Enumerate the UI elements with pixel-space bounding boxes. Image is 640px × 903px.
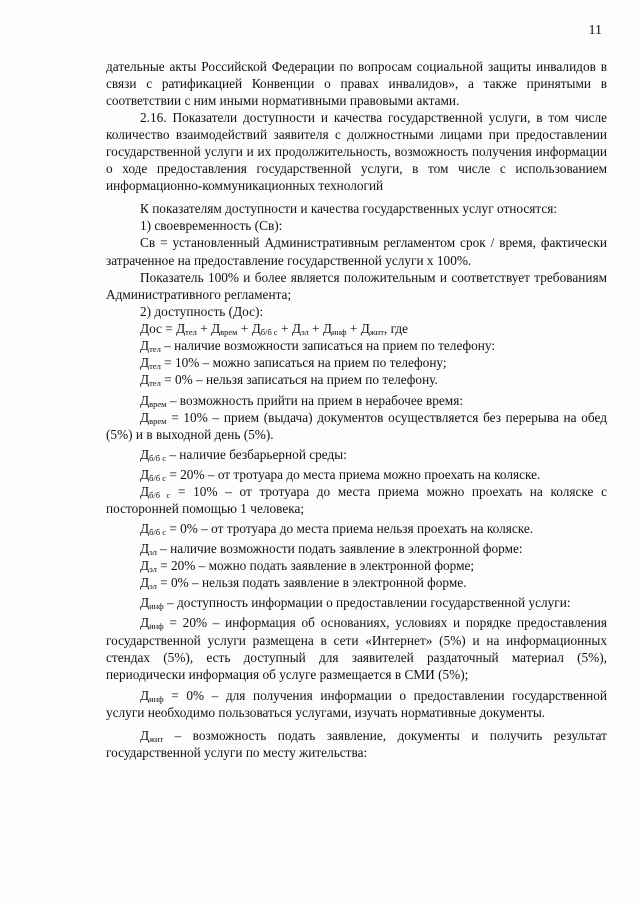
indicator-subscript: б/б с [149, 490, 171, 501]
indicator-subscript: эл [149, 581, 157, 592]
formula-plus-1: + [196, 320, 212, 336]
indicator-letter: Д [140, 541, 150, 557]
paragraph-continuation: дательные акты Российской Федерации по вопросам социальной защиты инвалидов в связи с ратификацией Конвенции о правах инвалидов», а также принятыми в соответствии с ним иными нормативными правовыми актами. [106, 59, 607, 109]
indicator-text: = 20% – от тротуара до места приема можно проехать на коляске. [166, 467, 541, 483]
indicator-subscript: тел [149, 343, 161, 354]
paragraph-timeliness-note: Показатель 100% и более является положительным и соответствует требованиям Административного регламента; [106, 269, 607, 302]
indicator-text: – доступность информации о предоставлении государственной услуги: [163, 595, 571, 611]
indicator-text: = 0% – нельзя подать заявление в электронной форме. [156, 575, 467, 591]
document-body [106, 58, 607, 761]
page-number: 11 [588, 23, 602, 38]
formula-letter-2: Д [211, 320, 221, 336]
formula-tail: , где [383, 320, 409, 336]
indicator-item [106, 337, 607, 354]
indicator-letter: Д [140, 521, 150, 537]
paragraph-accessibility: 2) доступность (Дос): [140, 303, 264, 319]
accessibility-formula [106, 320, 607, 337]
indicator-text: – наличие возможности подать заявление в электронной форме: [156, 541, 523, 557]
indicator-subscript: инф [149, 693, 164, 704]
indicator-letter: Д [140, 392, 150, 408]
indicator-text: – наличие возможности записаться на прием по телефону: [160, 337, 496, 353]
indicator-text: = 0% – для получения информации о предоставлении государственной услуги необходимо пользоваться услугами, изучать нормативные документы. [106, 687, 607, 720]
indicator-subscript: инф [149, 621, 164, 632]
indicator-text: = 10% – прием (выдача) документов осуществляется без перерыва на обед (5%) и в выходной день (5%). [106, 409, 607, 442]
formula-letter-6: Д [360, 320, 370, 336]
indicator-letter: Д [140, 337, 150, 353]
formula-plus-2: + [237, 320, 252, 336]
paragraph-section-heading: 2.16. Показатели доступности и качества государственной услуги, в том числе количество взаимодействий заявителя с должностными лицами при предоставлении государственной услуги и их продолжительность, возможность получения информации о ходе предоставления государственной услуги, в том числе с использованием информационно-коммуникационных технологий [106, 110, 607, 194]
indicator-letter: Д [140, 558, 150, 574]
formula-sub-6: жит [369, 326, 384, 337]
indicator-text: – наличие безбарьерной среды: [166, 447, 347, 463]
indicator-subscript: эл [149, 547, 157, 558]
indicator-subscript: б/б с [149, 527, 166, 538]
indicator-text: – возможность прийти на прием в нерабочее время: [166, 392, 464, 408]
indicator-item [106, 409, 607, 443]
paragraph-timeliness-formula: Св = установленный Административным регламентом срок / время, фактически затраченное на предоставление государственной услуги х 100%. [106, 235, 607, 268]
formula-sub-5: инф [331, 326, 347, 337]
paragraph-indicators-intro: К показателям доступности и качества государственных услуг относятся: [140, 201, 558, 217]
indicator-text: = 20% – информация об основаниях, условиях и порядке предоставления государственной услуги размещена в сети «Интернет» (5%) и на информационных стендах (5%), есть доступный для заявителей раздаточный материал (5%), периодически информация об услуге размещается в СМИ (5%); [106, 615, 607, 682]
indicator-letter: Д [140, 484, 150, 500]
indicator-text: = 0% – от тротуара до места приема нельзя проехать на коляске. [166, 521, 534, 537]
indicator-item [106, 392, 607, 409]
indicator-text: – возможность подать заявление, документы и получить результат государственной услуги по месту жительства: [106, 727, 607, 760]
indicator-subscript: б/б с [149, 453, 166, 464]
indicator-subscript: инф [149, 601, 164, 612]
indicator-item [106, 574, 607, 591]
indicator-subscript: тел [149, 360, 161, 371]
indicator-item [106, 483, 607, 517]
indicator-subscript: жит [149, 733, 164, 744]
indicator-letter: Д [140, 409, 150, 425]
indicator-letter: Д [140, 371, 150, 387]
indicator-letter: Д [140, 595, 150, 611]
indicator-text: = 20% – можно подать заявление в электронной форме; [156, 558, 475, 574]
formula-lhs: Дос = Д [140, 320, 186, 336]
indicator-item [106, 727, 607, 761]
indicator-item [106, 557, 607, 574]
paragraph-timeliness: 1) своевременность (Св): [140, 218, 283, 234]
formula-sub-3: б/б с [260, 326, 278, 337]
indicator-letter: Д [140, 467, 150, 483]
indicator-letter: Д [140, 447, 150, 463]
indicator-subscript: врем [149, 398, 167, 409]
indicator-item [106, 614, 607, 682]
indicator-subscript: тел [149, 377, 161, 388]
indicator-text: = 0% – нельзя записаться на прием по телефону. [160, 371, 438, 387]
formula-sub-1: тел [185, 326, 197, 337]
indicator-item [106, 520, 607, 537]
formula-sub-2: врем [220, 326, 238, 337]
formula-plus-4: + [308, 320, 323, 336]
indicator-text: = 10% – можно записаться на прием по телефону; [160, 354, 447, 370]
indicator-letter: Д [140, 575, 150, 591]
formula-sub-4: эл [300, 326, 309, 337]
indicator-item [106, 466, 607, 483]
formula-plus-3: + [277, 320, 292, 336]
formula-plus-5: + [346, 320, 361, 336]
formula-letter-4: Д [291, 320, 301, 336]
indicator-item [106, 687, 607, 721]
formula-letter-3: Д [251, 320, 261, 336]
indicator-item [106, 354, 607, 371]
indicator-letter: Д [140, 615, 150, 631]
indicator-item [106, 594, 607, 611]
indicator-subscript: б/б с [149, 473, 166, 484]
indicator-letter: Д [140, 727, 150, 743]
indicator-text: = 10% – от тротуара до места приема можно проехать на коляске с посторонней помощью 1 человека; [106, 484, 607, 517]
indicator-letter: Д [140, 687, 150, 703]
formula-letter-5: Д [322, 320, 332, 336]
indicator-subscript: врем [149, 415, 167, 426]
indicator-subscript: эл [149, 564, 157, 575]
indicator-letter: Д [140, 354, 150, 370]
indicator-item [106, 540, 607, 557]
indicator-item [106, 371, 607, 388]
indicator-items-list [106, 337, 607, 761]
indicator-item [106, 446, 607, 463]
